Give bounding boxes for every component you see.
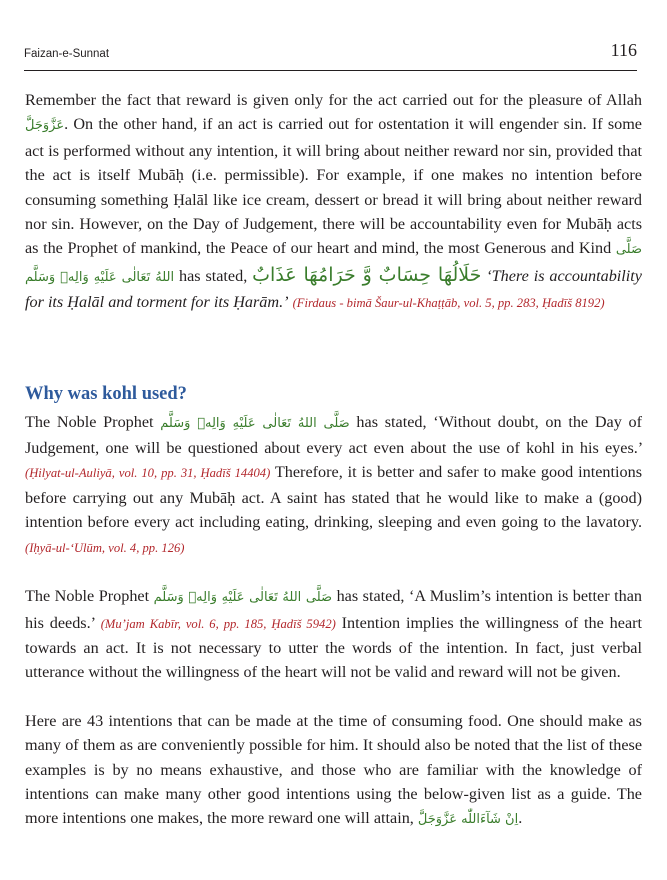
arabic-salutation: صَلَّی اللهُ تَعَالٰی عَلَیْهِ وَالِهٖ وَسَلَّم: [153, 590, 333, 606]
header-divider: [24, 70, 637, 71]
arabic-hadith: حَلَالُهَا حِسَابٌ وَّ حَرَامُهَا عَذَابٌ: [252, 263, 482, 286]
paragraph-spacer: [25, 685, 642, 709]
section-heading: Why was kohl used?: [25, 383, 187, 404]
paragraph-spacer: [25, 560, 642, 584]
arabic-honorific: عَزَّوَجَلَّ: [25, 118, 65, 134]
paragraph-text: Here are 43 intentions that can be made at the time of consuming food. One should make as many of them as are conveniently possible for him. It should also be noted that the list of these examples is by no means exhaustive, and those who are familiar with the knowledge of intentions can make many other good intentions using the below-given list as a guide. The more intentions one makes, the more reward one will attain,: [25, 711, 642, 828]
arabic-inshallah: اِنْ شَآءَاللّٰه عَزَّوَجَلَّ: [417, 812, 519, 828]
paragraph-43-intentions: [25, 709, 642, 833]
hadith-translation: ‘There is accountability for its Ḥalāl and torment for its Ḥarām.’: [25, 266, 642, 312]
reference-citation: (Firdaus - bimā Šaur-ul-Khaṭṭāb, vol. 5, pp. 283, Ḥadīš 8192): [292, 296, 605, 311]
paragraph-text: Therefore, it is better and safer to make good intentions before carrying out any Mubāḥ act. A saint has stated that he would like to make a (good) intention before every act including eating, drinking, sleeping and even going to the lavatory.: [25, 463, 642, 532]
arabic-salutation: صَلَّی اللهُ تَعَالٰی عَلَیْهِ وَالِهٖ وَسَلَّم: [160, 415, 350, 431]
paragraph-text: The Noble Prophet: [25, 587, 150, 606]
paragraph-text: .: [518, 809, 523, 828]
page-number: 116: [610, 40, 637, 60]
page-header: [24, 40, 637, 68]
paragraph-text: has stated,: [178, 266, 248, 285]
page-body: [25, 88, 642, 833]
paragraph-kohl: [25, 410, 642, 560]
arabic-salutation: صَلَّی اللهُ تَعَالٰی عَلَیْهِ وَالِهٖ وَسَلَّم: [25, 242, 642, 285]
reference-citation: (Ḥilyat-ul-Auliyā, vol. 10, pp. 31, Ḥadīš 14404): [25, 466, 271, 481]
book-title: Faizan-e-Sunnat: [24, 48, 110, 60]
paragraph-text: Intention implies the willingness of the heart towards an act. It is not necessary to utter the words of the intention. In fact, just verbal utterance without the willingness of the heart will not be valid and reward will not be given.: [25, 613, 643, 682]
paragraph-intention: [25, 584, 642, 685]
paragraph-text: has stated, ‘Without doubt, on the Day of Judgement, one will be questioned about every act even about the use of kohl in his eyes.’: [25, 412, 642, 458]
paragraph-reward: [25, 88, 642, 316]
paragraph-text: . On the other hand, if an act is carried out for ostentation it will engender sin. If some act is performed without any intention, it will bring about neither reward nor sin, provided that the act is itself Mubāḥ (i.e. permissible). For example, if one makes no intention before consuming something Ḥalāl like ice cream, dessert or bread it will bring about neither reward nor sin. However, on the Day of Judgement, there will be accountability even for Mubāḥ acts as the Prophet of mankind, the Peace of our heart and mind, the most Generous and Kind: [25, 115, 642, 258]
paragraph-text: has stated, ‘A Muslim’s intention is better than his deeds.’: [25, 587, 643, 632]
reference-citation: (Mu’jam Kabīr, vol. 6, pp. 185, Ḥadīš 5942): [100, 616, 336, 631]
section-spacer: [25, 316, 642, 380]
paragraph-text: The Noble Prophet: [25, 412, 154, 431]
reference-citation: (Iḥyā-ul-‘Ulūm, vol. 4, pp. 126): [25, 540, 185, 555]
paragraph-text: Remember the fact that reward is given only for the act carried out for the pleasure of Allah: [25, 91, 642, 109]
